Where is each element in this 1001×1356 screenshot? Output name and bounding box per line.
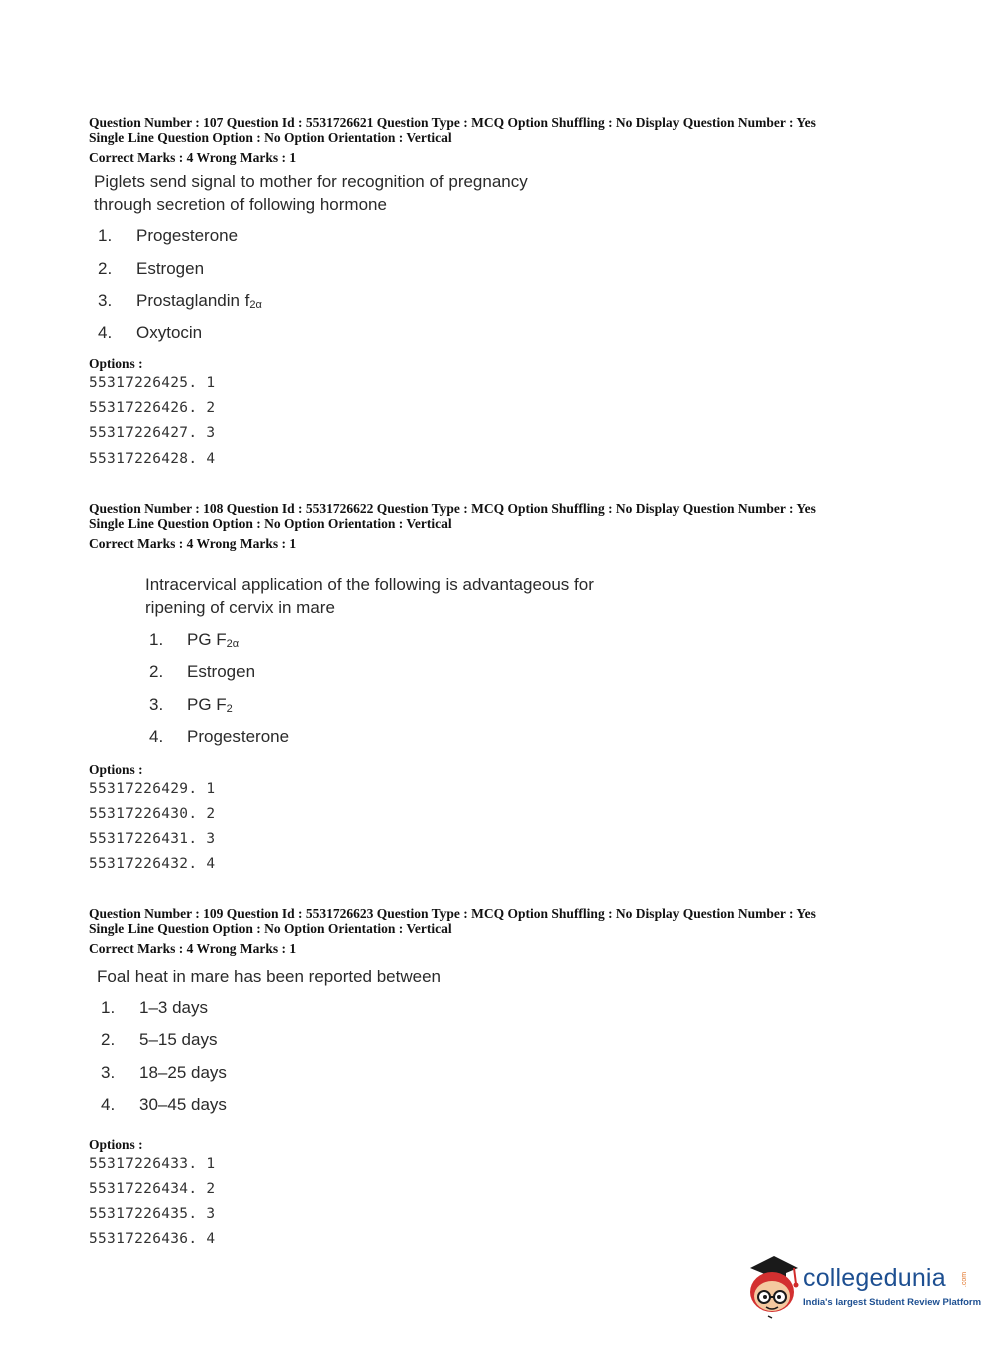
- options-label: Options :: [89, 762, 143, 777]
- choice-item: [101, 1030, 217, 1050]
- option-id: 55317226432. 4: [89, 856, 216, 872]
- choice-item: [98, 226, 238, 246]
- question-meta-line1: Question Number : 108 Question Id : 5531726622 Question Type : MCQ Option Shuffling : No Display Question Number : Yes: [89, 501, 816, 516]
- option-id: 55317226428. 4: [89, 451, 216, 467]
- brand-name: collegedunia: [803, 1264, 946, 1292]
- choice-item: [149, 662, 255, 682]
- choice-subscript: 2α: [249, 299, 262, 311]
- question-meta-line2: Single Line Question Option : No Option Orientation : Vertical: [89, 921, 452, 936]
- choice-item: [98, 323, 202, 343]
- choice-item: [101, 1095, 227, 1115]
- option-id: 55317226427. 3: [89, 425, 216, 441]
- choice-number: 1.: [149, 630, 164, 649]
- choice-number: 3.: [98, 291, 113, 310]
- choice-number: 2.: [98, 259, 113, 278]
- choice-text: 1–3 days: [139, 998, 208, 1017]
- choice-text: PG F: [187, 630, 227, 649]
- option-id: 55317226436. 4: [89, 1231, 216, 1247]
- options-label: Options :: [89, 356, 143, 371]
- choice-text: Prostaglandin f: [136, 291, 250, 310]
- option-id: 55317226429. 1: [89, 781, 216, 797]
- question-marks: Correct Marks : 4 Wrong Marks : 1: [89, 536, 297, 551]
- choice-text: Estrogen: [136, 259, 205, 278]
- option-id: 55317226435. 3: [89, 1206, 216, 1222]
- question-stem: [97, 965, 441, 988]
- choice-number: 3.: [101, 1063, 116, 1082]
- choice-number: 3.: [149, 695, 164, 714]
- choice-text: PG F: [187, 695, 227, 714]
- choice-item: [101, 1063, 227, 1083]
- choice-number: 1.: [101, 998, 116, 1017]
- question-stem-line: ripening of cervix in mare: [145, 598, 335, 617]
- choice-number: 2.: [149, 662, 164, 681]
- option-id: 55317226431. 3: [89, 831, 216, 847]
- question-marks: Correct Marks : 4 Wrong Marks : 1: [89, 150, 297, 165]
- question-marks: Correct Marks : 4 Wrong Marks : 1: [89, 941, 297, 956]
- choice-item: [101, 998, 208, 1018]
- question-meta-line1: Question Number : 109 Question Id : 5531726623 Question Type : MCQ Option Shuffling : No Display Question Number : Yes: [89, 906, 816, 921]
- choice-number: 4.: [149, 727, 164, 746]
- question-meta-line1: Question Number : 107 Question Id : 5531726621 Question Type : MCQ Option Shuffling : No Display Question Number : Yes: [89, 115, 816, 130]
- choice-subscript: 2: [226, 703, 233, 715]
- option-id: 55317226425. 1: [89, 375, 216, 391]
- question-stem-line: Foal heat in mare has been reported between: [97, 967, 442, 986]
- question-stem-line: Intracervical application of the following is advantageous for: [145, 575, 594, 594]
- question-stem-line: through secretion of following hormone: [94, 195, 387, 214]
- question-stem-line: Piglets send signal to mother for recognition of pregnancy: [94, 172, 528, 191]
- option-id: 55317226426. 2: [89, 400, 216, 416]
- option-id: 55317226433. 1: [89, 1156, 216, 1172]
- option-id: 55317226430. 2: [89, 806, 216, 822]
- choice-number: 4.: [98, 323, 113, 342]
- choice-text: Progesterone: [187, 727, 290, 746]
- question-meta-line2: Single Line Question Option : No Option Orientation : Vertical: [89, 130, 452, 145]
- choice-text: Progesterone: [136, 226, 239, 245]
- choice-text: 18–25 days: [139, 1063, 227, 1082]
- choice-item: [98, 259, 204, 279]
- brand-suffix: .com: [961, 1271, 969, 1288]
- choice-text: 30–45 days: [139, 1095, 227, 1114]
- choice-number: 4.: [101, 1095, 116, 1114]
- choice-subscript: 2α: [226, 638, 240, 650]
- options-label: Options :: [89, 1137, 143, 1152]
- brand-tagline: India's largest Student Review Platform: [803, 1297, 982, 1308]
- choice-text: Oxytocin: [136, 323, 203, 342]
- choice-item: [149, 695, 233, 715]
- question-meta-line2: Single Line Question Option : No Option Orientation : Vertical: [89, 516, 452, 531]
- question-stem: [145, 573, 594, 619]
- choice-item: [98, 291, 262, 311]
- choice-text: 5–15 days: [139, 1030, 218, 1049]
- choice-text: Estrogen: [187, 662, 256, 681]
- choice-number: 1.: [98, 226, 113, 245]
- choice-item: [149, 727, 289, 747]
- choice-item: [149, 630, 239, 650]
- question-stem: [94, 170, 528, 216]
- option-id: 55317226434. 2: [89, 1181, 216, 1197]
- choice-number: 2.: [101, 1030, 116, 1049]
